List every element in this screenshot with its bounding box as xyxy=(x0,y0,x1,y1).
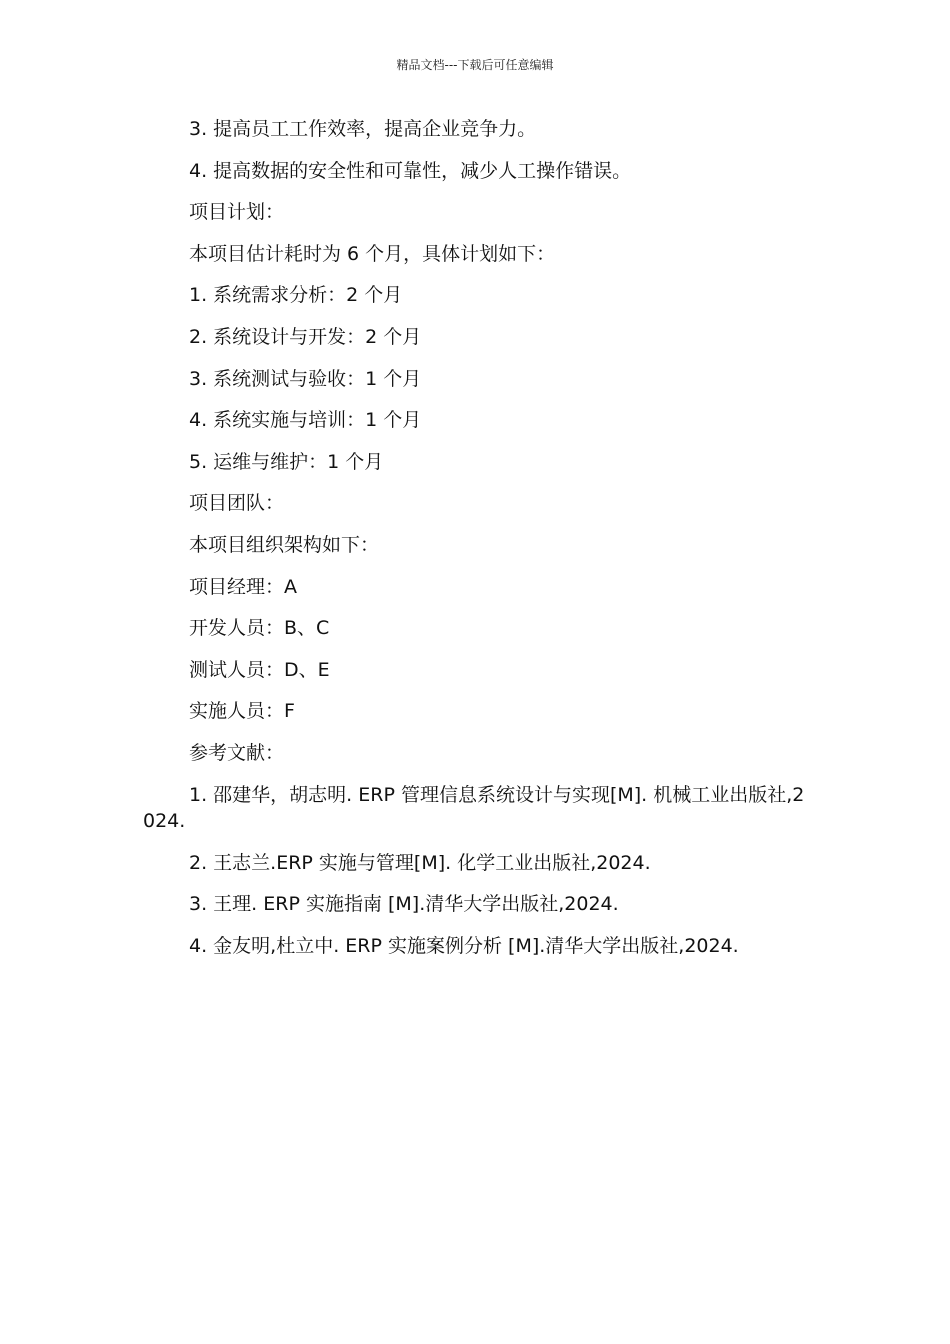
paragraph-team-intro: 本项目组织架构如下： xyxy=(189,533,380,556)
plan-item-2: 2. 系统设计与开发：2 个月 xyxy=(189,325,422,348)
reference-item-1: 1. 邵建华，胡志明. ERP 管理信息系统设计与实现[M]. 机械工业出版社,2024. xyxy=(143,783,805,832)
reference-item-3: 3. 王理. ERP 实施指南 [M].清华大学出版社,2024. xyxy=(189,893,619,916)
paragraph-goal-3: 3. 提高员工工作效率，提高企业竞争力。 xyxy=(189,118,537,140)
reference-item-4: 4. 金友明,杜立中. ERP 实施案例分析 [M].清华大学出版社,2024. xyxy=(189,934,739,957)
document-body xyxy=(143,116,808,974)
plan-item-1: 1. 系统需求分析：2 个月 xyxy=(189,284,403,307)
reference-item-2: 2. 王志兰.ERP 实施与管理[M]. 化学工业出版社,2024. xyxy=(189,851,651,874)
team-project-manager: 项目经理：A xyxy=(189,575,297,598)
plan-item-4: 4. 系统实施与培训：1 个月 xyxy=(189,409,422,432)
team-implementers: 实施人员：F xyxy=(189,700,295,723)
section-heading-plan: 项目计划： xyxy=(189,201,285,224)
plan-item-5: 5. 运维与维护：1 个月 xyxy=(189,450,384,473)
page-header: 精品文档---下载后可任意编辑 xyxy=(396,58,554,72)
section-heading-team: 项目团队： xyxy=(189,492,285,515)
paragraph-goal-4: 4. 提高数据的安全性和可靠性，减少人工操作错误。 xyxy=(189,159,632,182)
paragraph-plan-intro: 本项目估计耗时为 6 个月，具体计划如下： xyxy=(189,242,556,265)
section-heading-references: 参考文献： xyxy=(189,741,285,764)
plan-item-3: 3. 系统测试与验收：1 个月 xyxy=(189,367,422,390)
team-testers: 测试人员：D、E xyxy=(189,658,330,681)
team-developers: 开发人员：B、C xyxy=(189,617,330,640)
